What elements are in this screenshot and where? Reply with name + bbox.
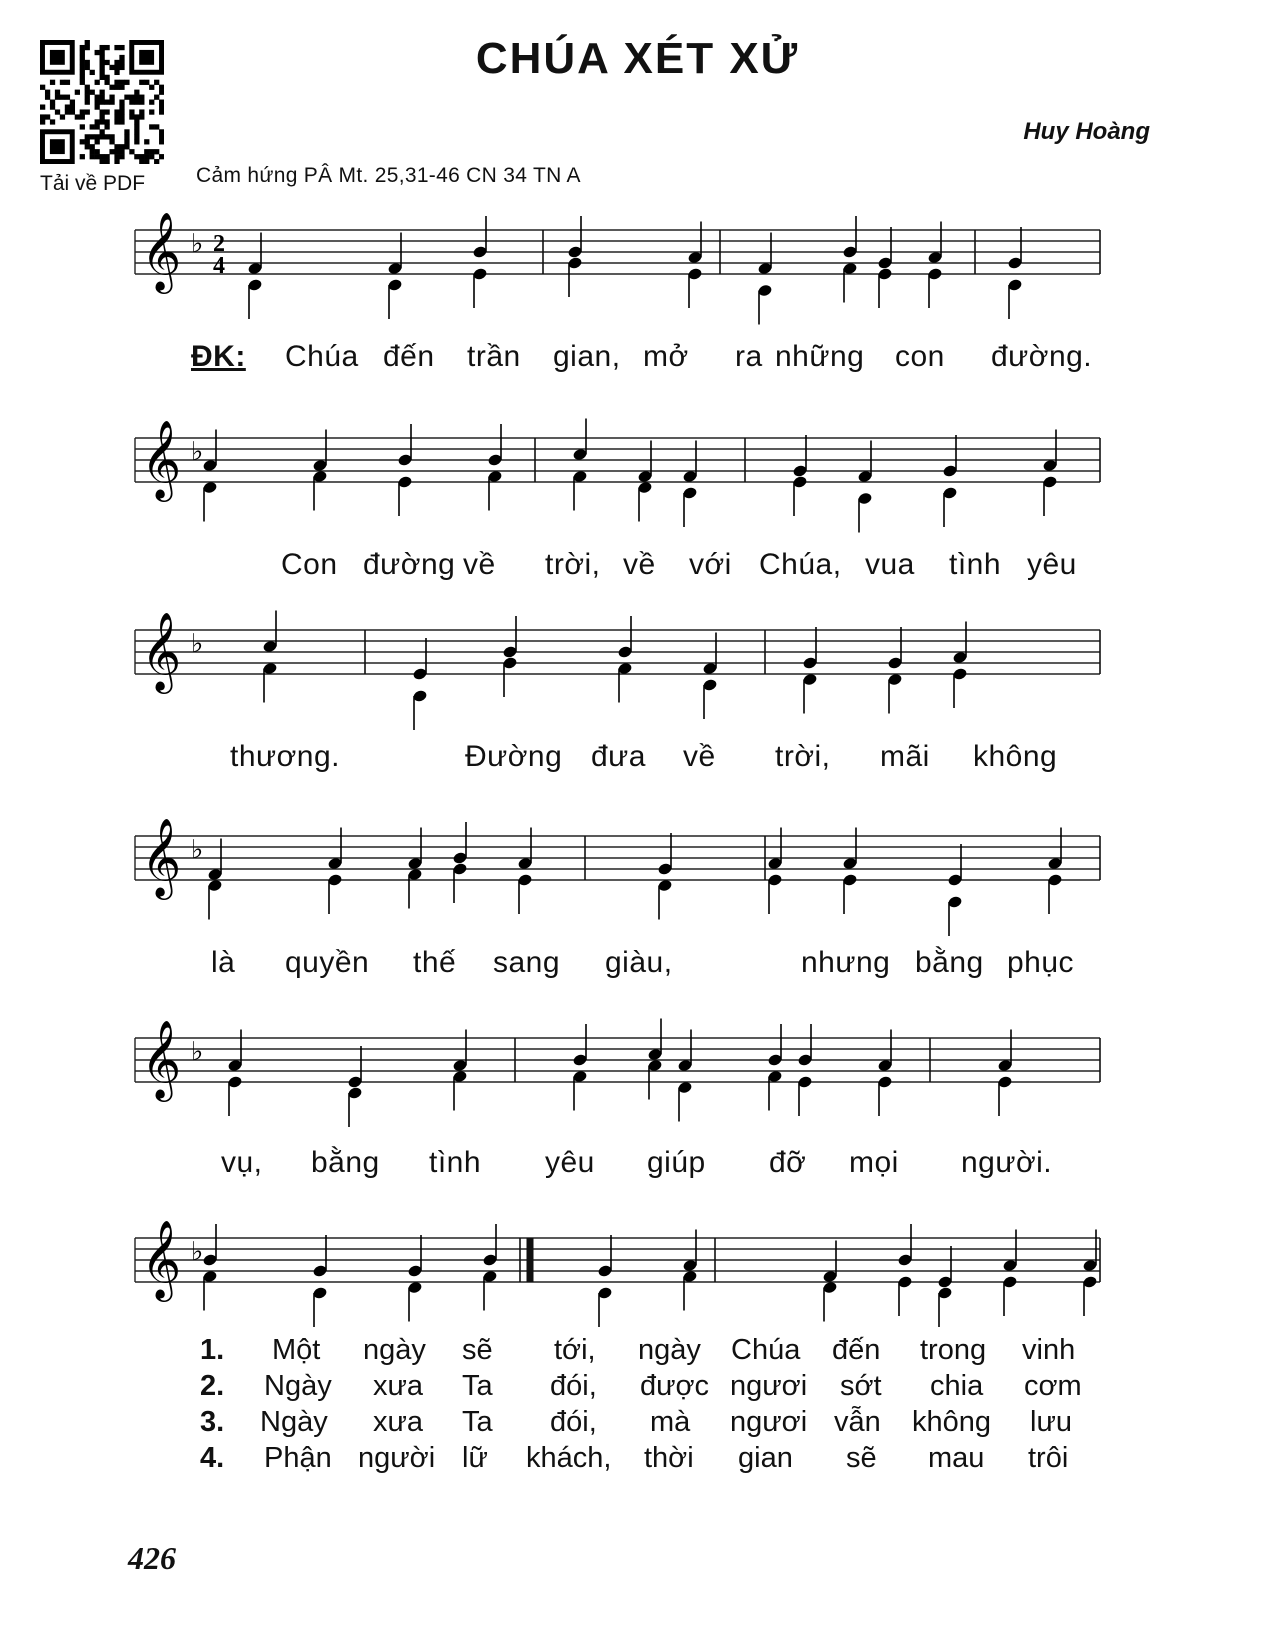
lyric-word: vụ, <box>221 1146 263 1179</box>
refrain-label: ĐK: <box>191 340 246 373</box>
verse-number: 2. <box>200 1370 225 1402</box>
flat-icon: ♭ <box>191 629 204 659</box>
lyric-word: sang <box>493 946 561 979</box>
lyric-word: con <box>895 340 945 373</box>
verse-word: Ngày <box>264 1370 332 1402</box>
verse-word: được <box>640 1370 710 1402</box>
scripture-reference: Cảm hứng PÂ Mt. 25,31-46 CN 34 TN A <box>196 164 581 187</box>
verse-word: vinh <box>1022 1334 1076 1366</box>
lyric-word: với <box>689 548 732 581</box>
verse-word: người <box>358 1442 436 1474</box>
staff-system-1 <box>135 190 1145 340</box>
verse-word: tới, <box>554 1334 596 1366</box>
lyric-word: phục <box>1007 946 1075 979</box>
verse-word: mau <box>928 1442 985 1474</box>
verse-1 <box>200 1334 1150 1370</box>
verse-number: 1. <box>200 1334 225 1366</box>
verse-word: ngày <box>638 1334 701 1366</box>
time-signature-bottom: 4 <box>213 253 225 279</box>
composer-name: Huy Hoàng <box>1023 118 1150 145</box>
lyric-word: mở <box>643 340 689 373</box>
verse-word: không <box>912 1406 992 1438</box>
verse-number: 3. <box>200 1406 225 1438</box>
refrain-lyric-line-3 <box>135 740 1145 780</box>
verse-2 <box>200 1370 1150 1406</box>
lyric-word: trời, <box>545 548 601 581</box>
treble-clef-icon: 𝄞 <box>141 612 182 691</box>
verse-word: sớt <box>840 1370 882 1402</box>
refrain-lyric-line-5 <box>135 1146 1145 1186</box>
verse-word: đói, <box>550 1406 597 1438</box>
lyric-word: giàu, <box>605 946 673 979</box>
lyric-word: quyền <box>285 946 370 979</box>
lyric-word: tình <box>949 548 1002 581</box>
flat-icon: ♭ <box>191 835 204 865</box>
verse-word: ngày <box>363 1334 426 1366</box>
page-number: 426 <box>128 1540 176 1576</box>
flat-icon: ♭ <box>191 437 204 467</box>
lyric-word: giúp <box>647 1146 706 1179</box>
staff-system-6 <box>135 1198 1145 1348</box>
verse-word: Ngày <box>260 1406 328 1438</box>
lyric-word: thế <box>413 946 457 979</box>
lyric-word: người. <box>961 1146 1053 1179</box>
verse-word: cơm <box>1024 1370 1082 1402</box>
lyric-word: Đường <box>465 740 563 773</box>
verse-word: ngươi <box>730 1370 808 1402</box>
lyric-word: đường <box>363 548 456 581</box>
treble-clef-icon: 𝄞 <box>141 212 182 291</box>
lyric-word: Chúa <box>285 340 359 373</box>
lyric-word: trời, <box>775 740 831 773</box>
song-title: CHÚA XÉT XỬ <box>475 34 800 83</box>
flat-icon: ♭ <box>191 1237 204 1267</box>
verse-word: sẽ <box>462 1334 493 1366</box>
staff-system-3 <box>135 590 1145 740</box>
lyric-word: nhưng <box>801 946 891 979</box>
lyric-word: gian, <box>553 340 621 373</box>
flat-icon: ♭ <box>191 1037 204 1067</box>
lyric-word: mãi <box>880 740 930 773</box>
verse-word: ngươi <box>730 1406 808 1438</box>
flat-icon: ♭ <box>191 229 204 259</box>
lyric-word: trần <box>467 340 521 373</box>
lyric-word: không <box>973 740 1058 773</box>
verse-word: trong <box>920 1334 987 1366</box>
verse-word: lưu <box>1030 1406 1072 1438</box>
download-pdf-link[interactable]: Tải về PDF <box>40 172 146 195</box>
verse-word: xưa <box>373 1370 424 1402</box>
treble-clef-icon: 𝄞 <box>141 818 182 897</box>
lyric-word: về <box>463 548 496 581</box>
refrain-lyric-line-2 <box>135 548 1145 588</box>
lyric-word: yêu <box>545 1146 595 1179</box>
lyric-word: những <box>775 340 865 373</box>
staff-system-2 <box>135 398 1145 548</box>
verse-word: gian <box>738 1442 793 1474</box>
verse-word: lữ <box>462 1442 488 1474</box>
staff-system-4 <box>135 796 1145 946</box>
treble-clef-icon: 𝄞 <box>141 1220 182 1299</box>
treble-clef-icon: 𝄞 <box>141 420 182 499</box>
verse-word: vẫn <box>834 1406 881 1438</box>
lyric-word: ra <box>735 340 763 373</box>
verse-3 <box>200 1406 1150 1442</box>
verse-word: Ta <box>462 1406 493 1438</box>
staff-system-5 <box>135 998 1145 1148</box>
verse-word: Ta <box>462 1370 493 1402</box>
lyric-word: bằng <box>311 1146 380 1179</box>
verse-word: chia <box>930 1370 984 1402</box>
treble-clef-icon: 𝄞 <box>141 1020 182 1099</box>
lyric-word: tình <box>429 1146 482 1179</box>
lyric-word: thương. <box>230 740 340 773</box>
lyric-word: đưa <box>591 740 646 773</box>
lyric-word: đến <box>383 340 435 373</box>
lyric-word: đỡ <box>769 1146 807 1179</box>
lyric-word: về <box>683 740 716 773</box>
lyric-word: mọi <box>849 1146 899 1179</box>
lyric-word: về <box>623 548 656 581</box>
verse-number: 4. <box>200 1442 225 1474</box>
verse-word: trôi <box>1028 1442 1069 1474</box>
time-signature-top: 2 <box>213 231 225 257</box>
verse-4 <box>200 1442 1150 1478</box>
lyric-word: Con <box>281 548 338 581</box>
verse-word: sẽ <box>846 1442 877 1474</box>
verse-word: Một <box>272 1334 321 1366</box>
verse-word: khách, <box>526 1442 612 1474</box>
lyric-word: Chúa, <box>759 548 842 581</box>
lyric-word: vua <box>865 548 915 581</box>
lyric-word: là <box>211 946 236 979</box>
lyric-word: đường. <box>991 340 1093 373</box>
verse-word: đói, <box>550 1370 597 1402</box>
verse-word: Phận <box>264 1442 332 1474</box>
verse-word: xưa <box>373 1406 424 1438</box>
lyric-word: bằng <box>915 946 984 979</box>
verse-word: đến <box>832 1334 881 1366</box>
verse-word: thời <box>644 1442 694 1474</box>
refrain-lyric-line-1 <box>135 340 1145 380</box>
verse-word: mà <box>650 1406 691 1438</box>
verse-word: Chúa <box>731 1334 801 1366</box>
refrain-lyric-line-4 <box>135 946 1145 986</box>
lyric-word: yêu <box>1027 548 1077 581</box>
